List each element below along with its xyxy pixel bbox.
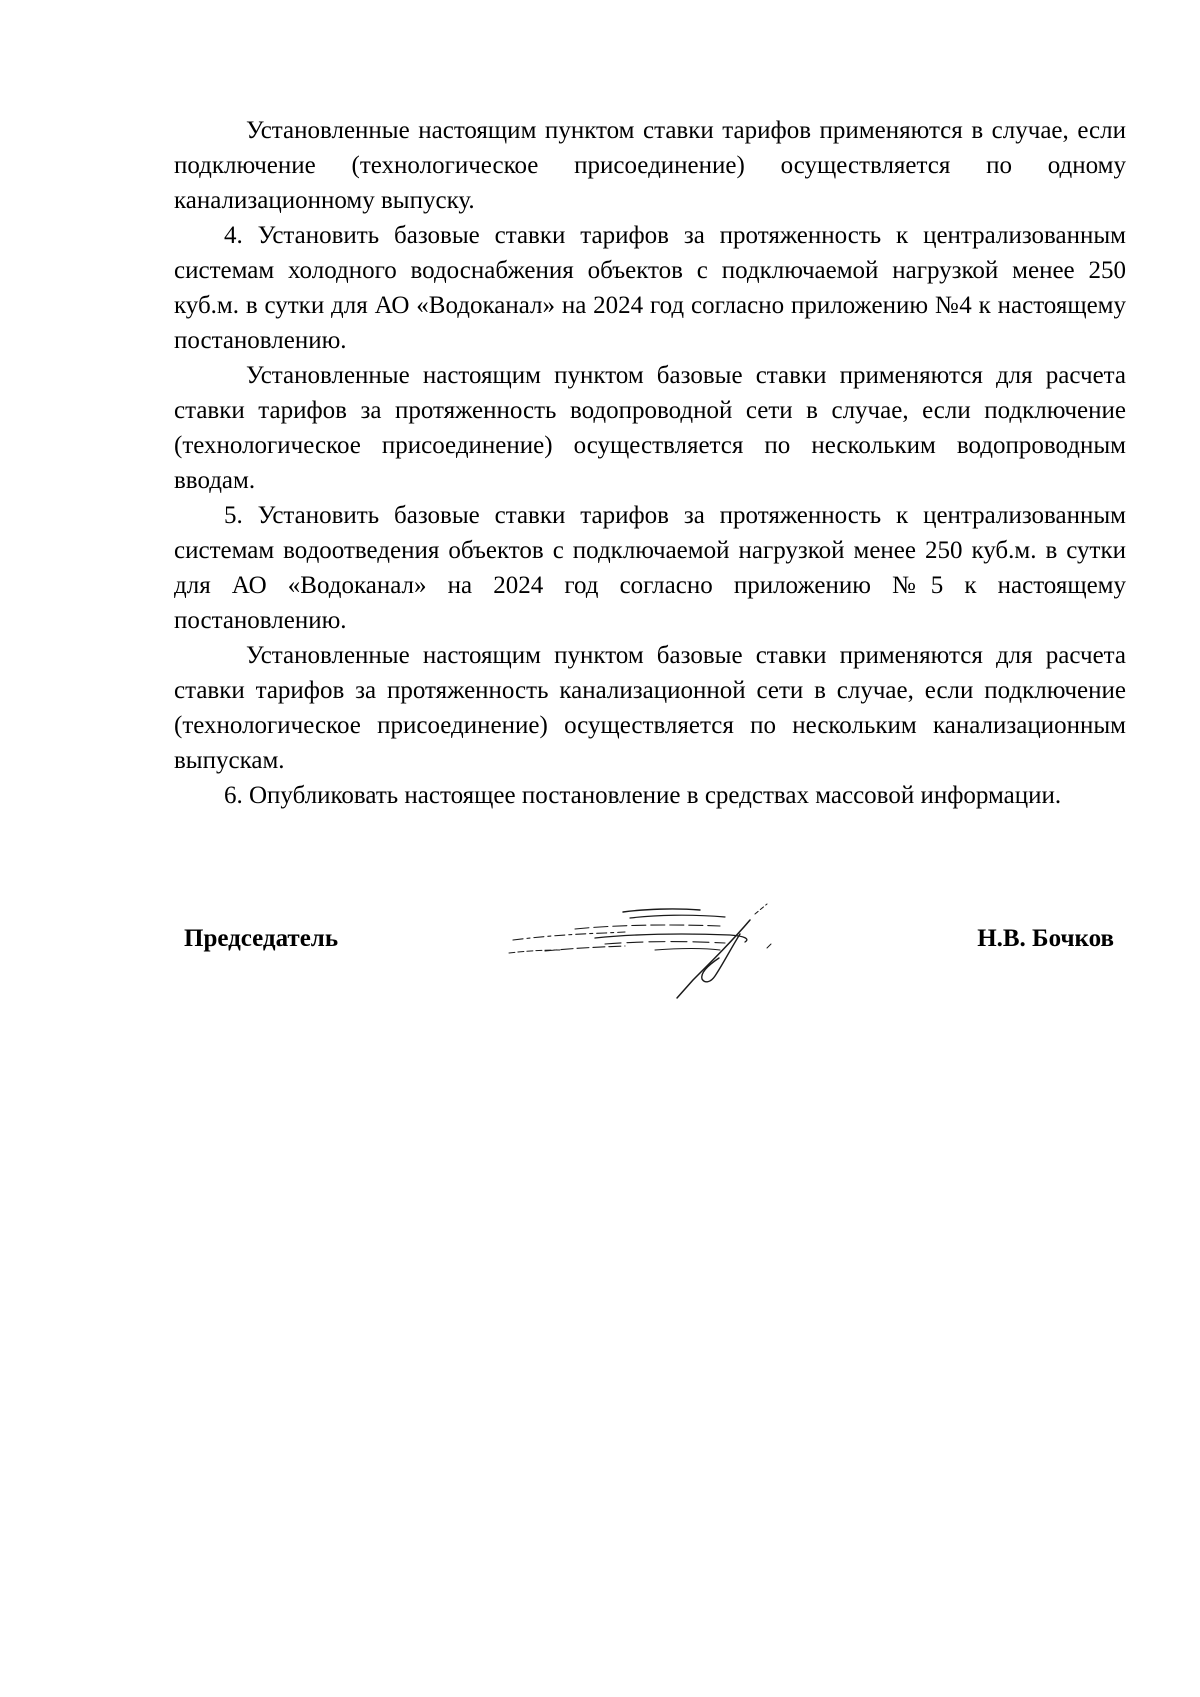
signatory-name: Н.В. Бочков (977, 925, 1114, 952)
signatory-title: Председатель (184, 925, 339, 952)
paragraph-water-network-rates: Установленные настоящим пунктом базовые ставки применяются для расчета ставки тарифов за протяженность водопроводной сети в случае, если подключение (технологическое присоединение) осуществляется по нескольким водопроводным вводам. (174, 362, 1126, 494)
paragraph-sewer-network-rates: Установленные настоящим пунктом базовые ставки применяются для расчета ставки тарифов за протяженность канализационной сети в случае, если подключение (технологическое присоединение) осуществляется по нескольким канализационным выпускам. (174, 642, 1126, 774)
paragraph-tariff-single-outlet: Установленные настоящим пунктом ставки тарифов применяются в случае, если подключение (технологическое присоединение) осуществляется по одному канализационному выпуску. (174, 117, 1126, 214)
paragraph-item-4: 4. Установить базовые ставки тарифов за протяженность к централизованным системам холодного водоснабжения объектов с подключаемой нагрузкой менее 250 куб.м. в сутки для АО «Водоканал» на 2024 год согласно приложению №4 к настоящему постановлению. (174, 222, 1126, 354)
paragraph-item-6: 6. Опубликовать настоящее постановление в средствах массовой информации. (224, 782, 1062, 809)
paragraph-item-5: 5. Установить базовые ставки тарифов за протяженность к централизованным системам водоотведения объектов с подключаемой нагрузкой менее 250 куб.м. в сутки для АО «Водоканал» на 2024 год согласно приложению №5 к настоящему постановлению. (174, 502, 1126, 634)
document-body (174, 113, 1126, 813)
handwritten-signature (505, 898, 815, 1003)
